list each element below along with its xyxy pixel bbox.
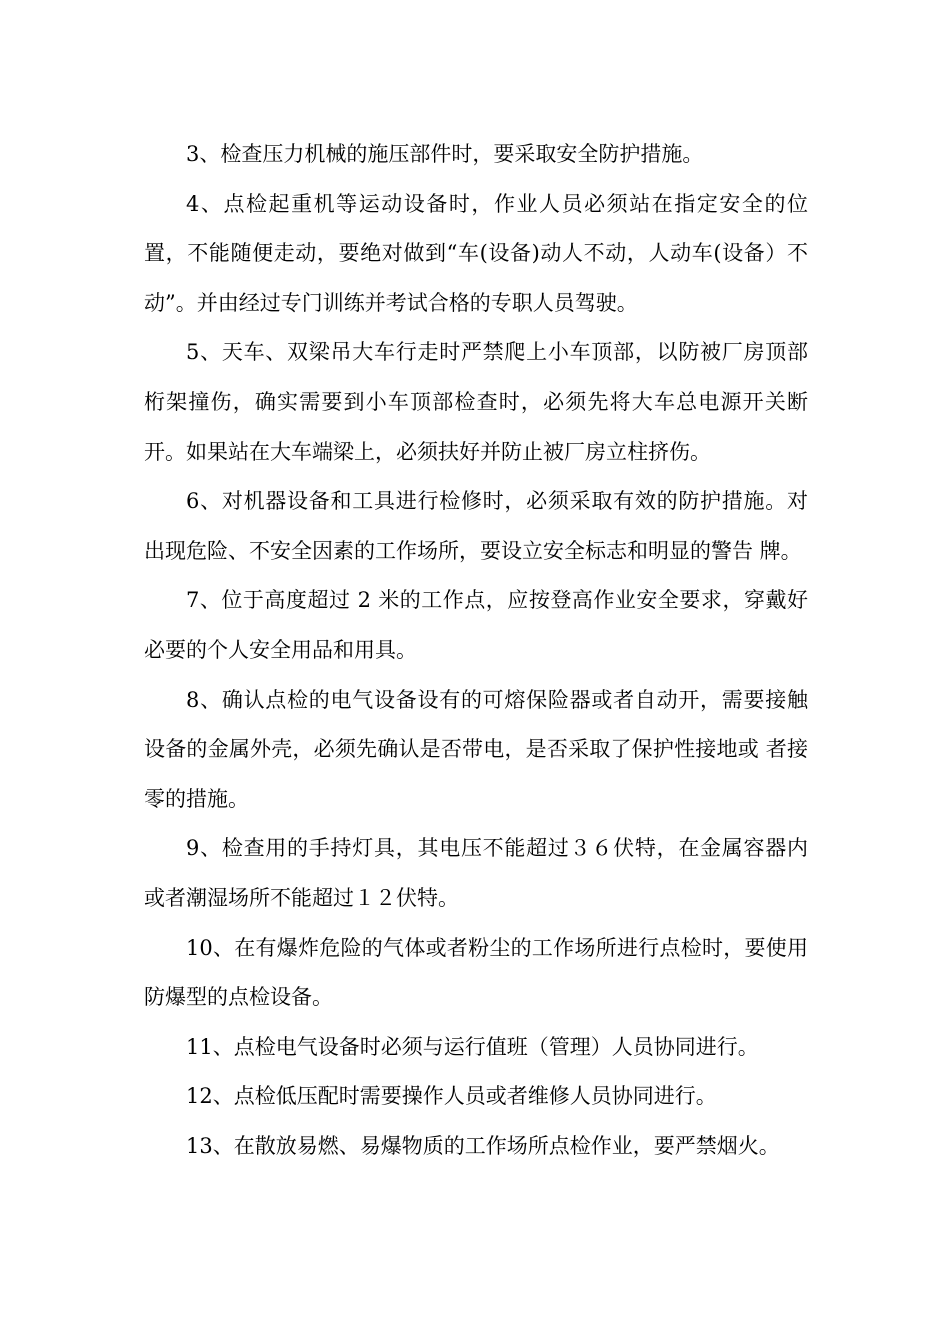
paragraph-item-12: 12、点检低压配时需要操作人员或者维修人员协同进行。 [186,1084,717,1109]
paragraph-item-4: 4、点检起重机等运动设备时，作业人员必须站在指定安全的位置，不能随便走动，要绝对做到“车(设备)动人不动，人动车(设备）不动”。并由经过专门训练并考试合格的专职人员驾驶。 [144,191,808,315]
paragraph-item-10: 10、在有爆炸危险的气体或者粉尘的工作场所进行点检时，要使用防爆型的点检设备。 [144,935,808,1010]
document-body [144,130,808,1171]
paragraph-item-3: 3、检查压力机械的施压部件时，要采取安全防护措施。 [186,142,704,166]
paragraph-item-7: 7、位于高度超过 2 米的工作点，应按登高作业安全要求，穿戴好必要的个人安全用品和用具。 [144,588,808,662]
paragraph-item-8: 8、确认点检的电气设备设有的可熔保险器或者自动开，需要接触设备的金属外壳，必须先确认是否带电，是否采取了保护性接地或 者接零的措施。 [144,687,808,811]
paragraph-item-9: 9、检查用的手持灯具，其电压不能超过３６伏特，在金属容器内或者潮湿场所不能超过１２伏特。 [144,836,808,910]
paragraph-item-11: 11、点检电气设备时必须与运行值班（管理）人员协同进行。 [186,1034,759,1059]
paragraph-item-5: 5、天车、双梁吊大车行走时严禁爬上小车顶部，以防被厂房顶部桁架撞伤，确实需要到小车顶部检查时，必须先将大车总电源开关断开。如果站在大车端梁上，必须扶好并防止被厂房立柱挤伤。 [144,340,808,464]
paragraph-item-6: 6、对机器设备和工具进行检修时，必须采取有效的防护措施。对出现危险、不安全因素的工作场所，要设立安全标志和明显的警告 牌。 [144,489,808,563]
paragraph-item-13: 13、在散放易燃、易爆物质的工作场所点检作业，要严禁烟火。 [186,1133,780,1158]
